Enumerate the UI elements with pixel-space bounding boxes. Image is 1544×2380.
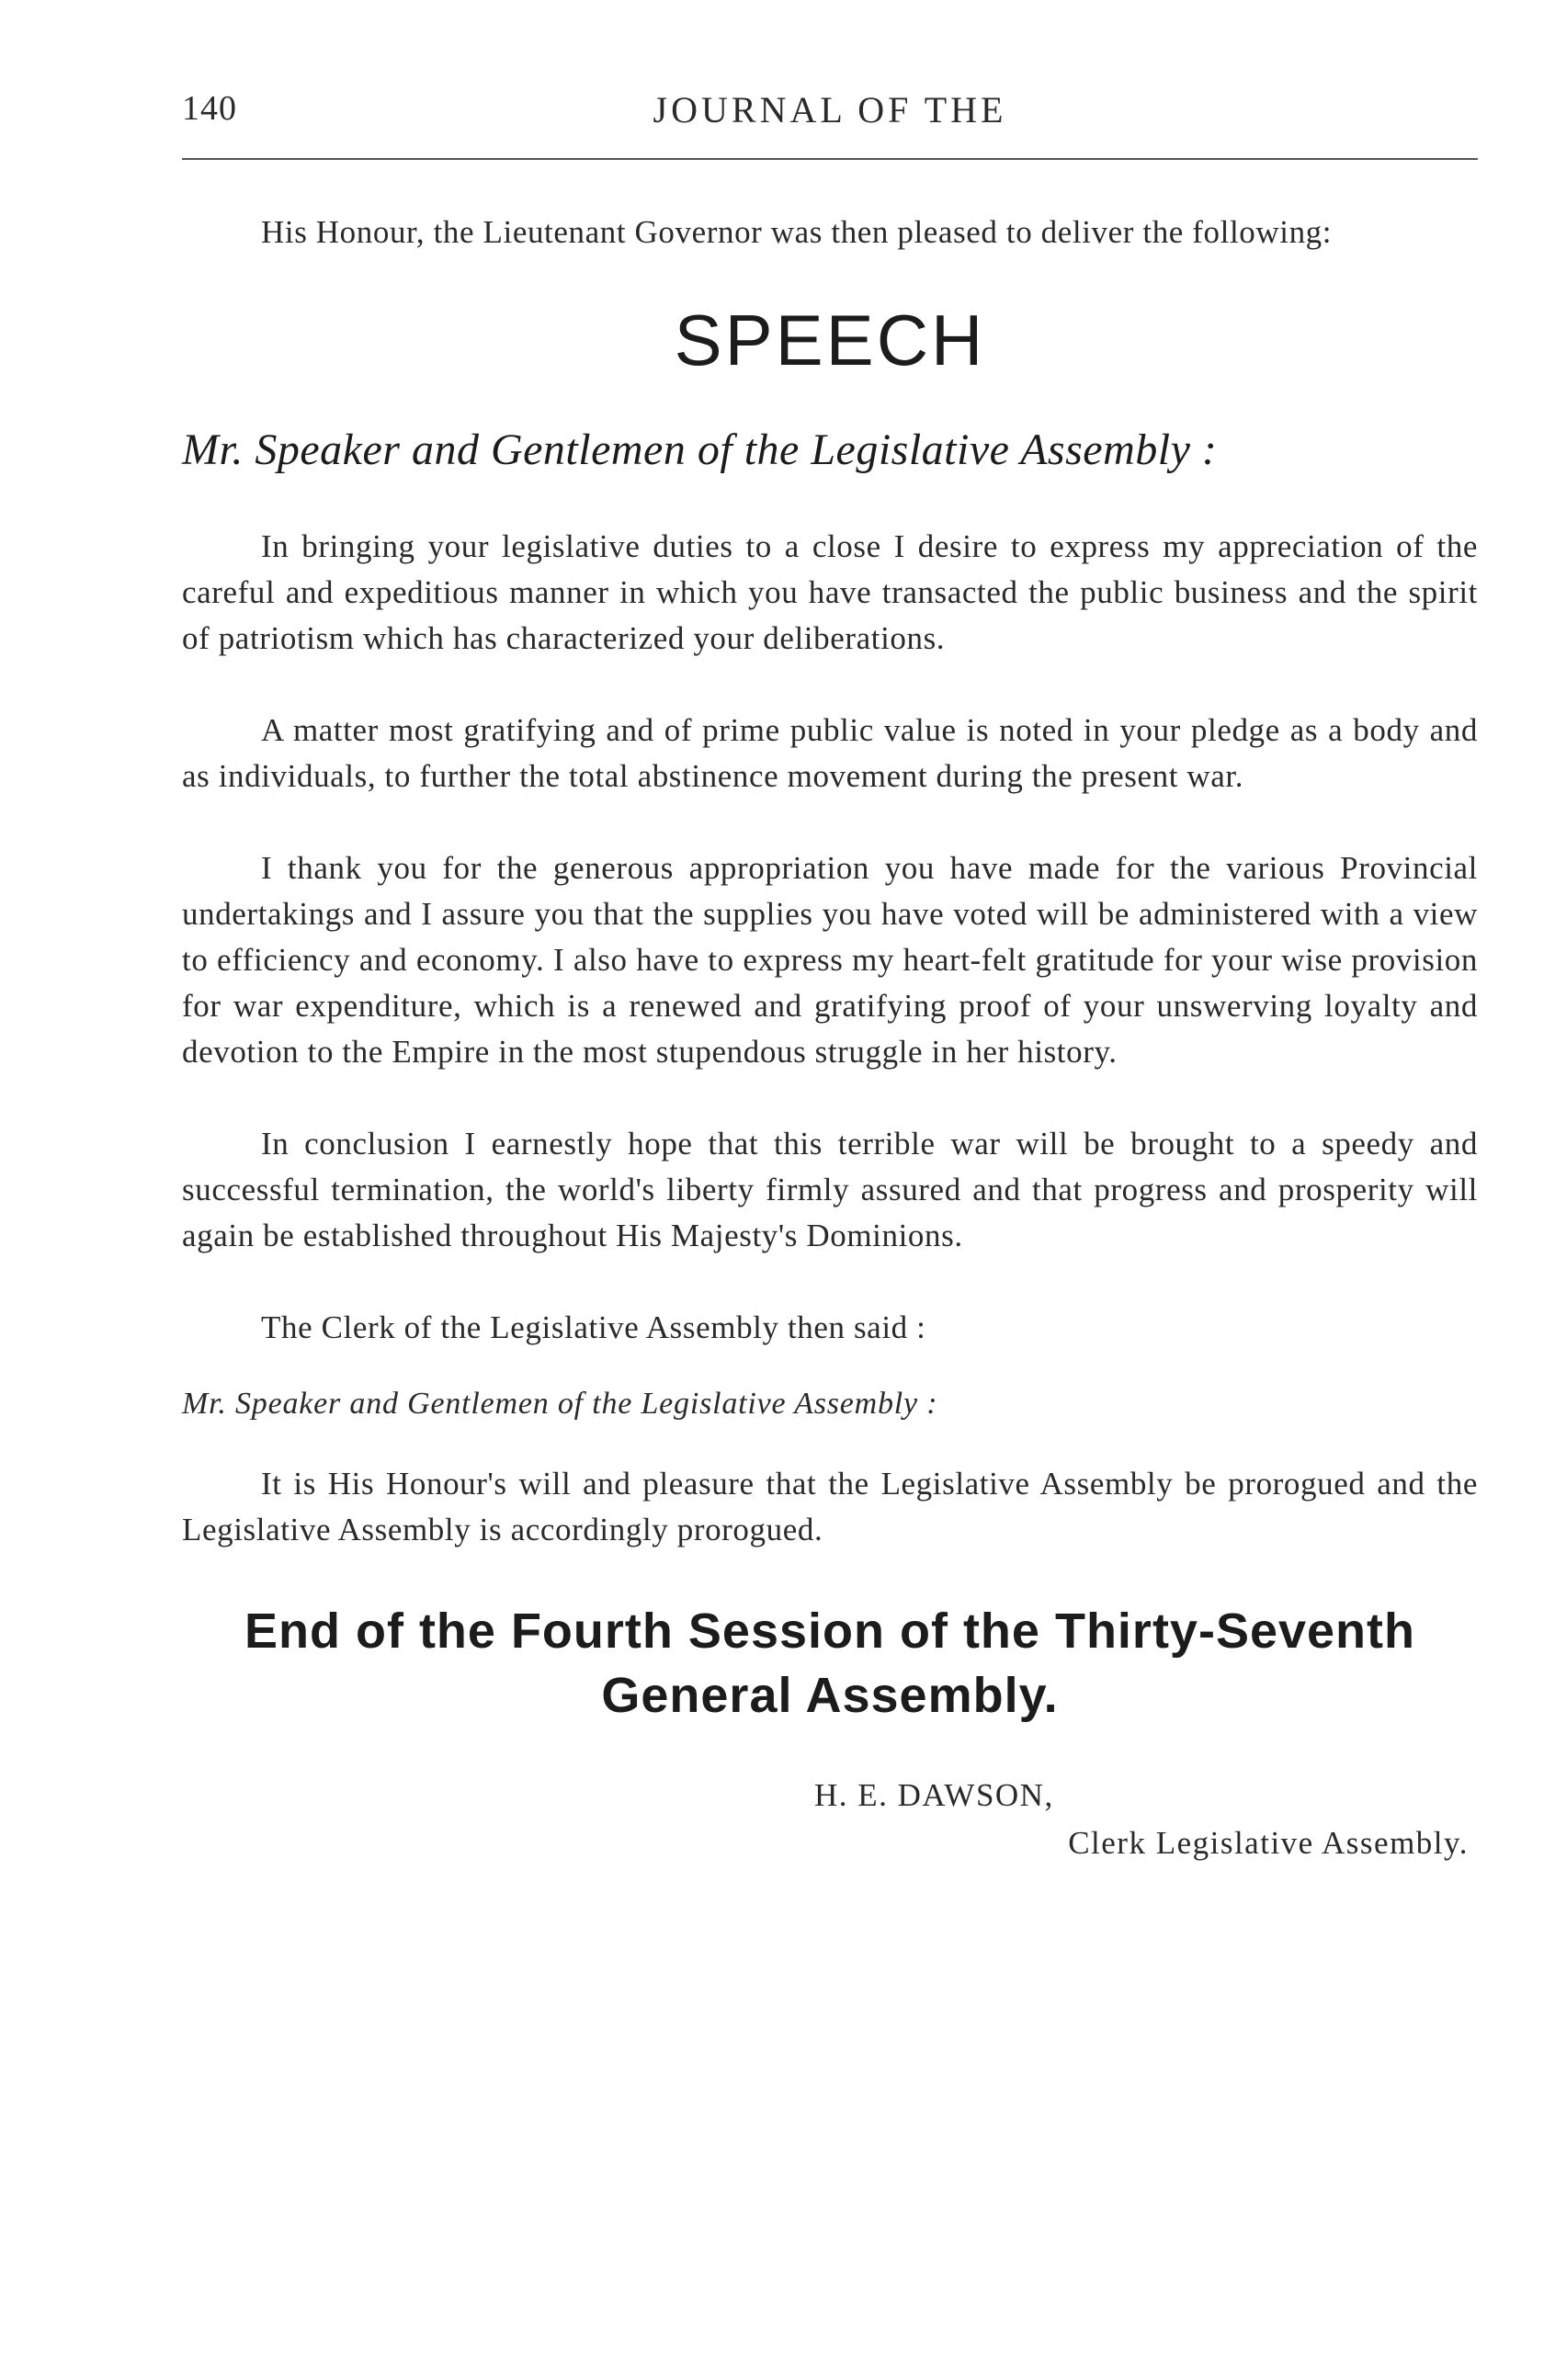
prorogation-paragraph: It is His Honour's will and pleasure that the Legislative Assembly be prorogued and the Legislative Assembly is accordingly prorogued.: [182, 1466, 1478, 1547]
speech-paragraph-2: A matter most gratifying and of prime public value is noted in your pledge as a body and as individuals, to further the total abstinence movement during the present war.: [182, 712, 1478, 794]
page-number: 140: [182, 89, 237, 128]
page-content: [182, 210, 1478, 1867]
running-head: JOURNAL OF THE: [653, 89, 1007, 130]
header-rule: [182, 158, 1478, 160]
speech-salutation: Mr. Speaker and Gentlemen of the Legislative Assembly :: [182, 425, 1218, 474]
page-header: [182, 81, 1478, 145]
signature-title: Clerk Legislative Assembly.: [1068, 1825, 1469, 1861]
end-of-session-heading: End of the Fourth Session of the Thirty-Seventh General Assembly.: [244, 1604, 1416, 1723]
clerk-said-line: The Clerk of the Legislative Assembly then said :: [261, 1309, 926, 1345]
signature-name: H. E. DAWSON,: [814, 1777, 1054, 1813]
speech-paragraph-1: In bringing your legislative duties to a close I desire to express my appreciation of the careful and expeditious manner in which you have transacted the public business and the spirit of patriotism which has characterized your deliberations.: [182, 528, 1478, 656]
speech-heading: SPEECH: [674, 300, 986, 380]
clerk-salutation: Mr. Speaker and Gentlemen of the Legislative Assembly :: [182, 1387, 938, 1421]
intro-paragraph: His Honour, the Lieutenant Governor was then pleased to deliver the following:: [261, 214, 1333, 250]
signature-block: [182, 1772, 1478, 1867]
speech-paragraph-4: In conclusion I earnestly hope that this terrible war will be brought to a speedy and successful termination, the world's liberty firmly assured and that progress and prosperity will again be established throughout His Majesty's Dominions.: [182, 1126, 1478, 1253]
speech-paragraph-3: I thank you for the generous appropriation you have made for the various Provincial undertakings and I assure you that the supplies you have voted will be administered with a view to efficiency and economy. I also have to express my heart-felt gratitude for your wise provision for war expenditure, which is a renewed and gratifying proof of your unswerving loyalty and devotion to the Empire in the most stupendous struggle in her history.: [182, 850, 1478, 1070]
